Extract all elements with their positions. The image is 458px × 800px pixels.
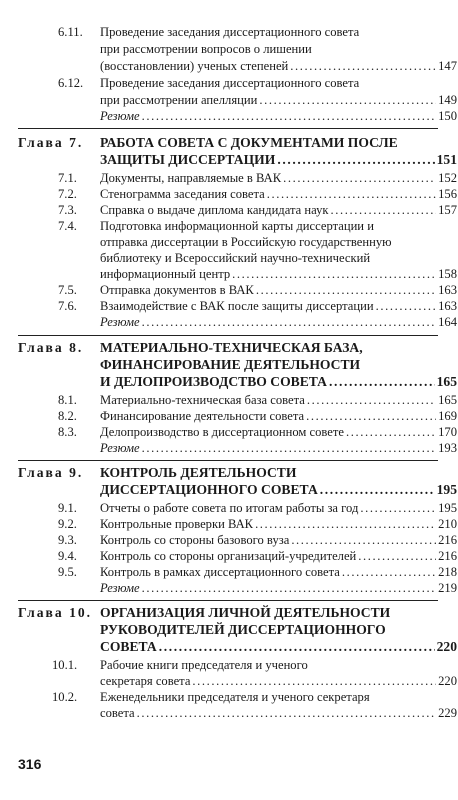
dot-leader [142, 440, 437, 457]
section-number: 10.2. [52, 690, 78, 704]
page-ref: 149 [438, 93, 457, 107]
leader-line [100, 481, 457, 498]
page-ref: 158 [438, 267, 457, 281]
page-ref: 164 [438, 315, 457, 329]
dot-leader [159, 638, 435, 655]
section-title: Контрольные проверки ВАК [100, 517, 254, 531]
page-number: 316 [18, 756, 42, 772]
section-number: 8.1. [58, 393, 77, 407]
section-number: 9.4. [58, 549, 77, 563]
toc-entry-9-3 [100, 532, 457, 549]
section-number: 9.3. [58, 533, 77, 547]
toc-entry-7-5 [100, 282, 457, 299]
section-number: 6.11. [58, 25, 83, 39]
section-title-line: секретаря совета [100, 674, 191, 688]
dot-leader [290, 58, 436, 75]
page-ref: 152 [438, 171, 457, 185]
section-title-line: Подготовка информационной карты диссертации и [100, 219, 374, 233]
dot-leader [306, 408, 436, 425]
section-title: Отправка документов в ВАК [100, 283, 254, 297]
dot-leader [255, 516, 436, 533]
section-title: Контроль в рамках диссертационного совета [100, 565, 340, 579]
dot-leader [283, 170, 436, 187]
page-ref: 163 [438, 299, 457, 313]
section-number: 8.3. [58, 425, 77, 439]
section-title: Делопроизводство в диссертационном совете [100, 425, 344, 439]
toc-entry-9-5 [100, 564, 457, 581]
page-ref: 229 [438, 706, 457, 720]
page-ref: 169 [438, 409, 457, 423]
page-ref: 220 [436, 639, 457, 654]
resume-entry [100, 440, 457, 457]
dot-leader [360, 500, 436, 517]
dot-leader [330, 202, 436, 219]
section-title: Справка о выдаче диплома кандидата наук [100, 203, 329, 217]
dot-leader [192, 673, 436, 690]
toc-entry-7-1 [100, 170, 457, 187]
leader-line [100, 151, 457, 168]
toc-entry-9-2 [100, 516, 457, 533]
page-ref: 218 [438, 565, 457, 579]
section-number: 7.4. [58, 219, 77, 233]
leader-line [100, 92, 457, 109]
section-title: Контроль со стороны базового вуза [100, 533, 290, 547]
leader-line [100, 266, 457, 283]
dot-leader [307, 392, 436, 409]
dot-leader [329, 373, 435, 390]
chapter-divider [18, 460, 438, 461]
section-title: Стенограмма заседания совета [100, 187, 265, 201]
chapter-title-line: ОРГАНИЗАЦИЯ ЛИЧНОЙ ДЕЯТЕЛЬНОСТИ [100, 605, 391, 620]
section-title-line: информационный центр [100, 267, 231, 281]
section-number: 7.6. [58, 299, 77, 313]
page-ref: 157 [438, 203, 457, 217]
toc-entry-7-6 [100, 298, 457, 315]
dot-leader [137, 705, 437, 722]
chapter-label: Глава 8. [18, 340, 84, 355]
toc-entry-9-4 [100, 548, 457, 565]
section-title-line: (восстановлении) ученых степеней [100, 59, 289, 73]
page-ref: 216 [438, 549, 457, 563]
chapter-title-line: ЗАЩИТЫ ДИССЕРТАЦИИ [100, 152, 276, 167]
dot-leader [232, 266, 436, 283]
toc-entry-7-2 [100, 186, 457, 203]
toc-entry-8-3 [100, 424, 457, 441]
chapter-divider [18, 128, 438, 129]
section-title: Материально-техническая база совета [100, 393, 305, 407]
resume-label: Резюме [100, 441, 140, 455]
dot-leader [142, 580, 437, 597]
page-ref: 195 [436, 482, 457, 497]
page-ref: 147 [438, 59, 457, 73]
dot-leader [277, 151, 434, 168]
chapter-title-line: ДИССЕРТАЦИОННОГО СОВЕТА [100, 482, 318, 497]
dot-leader [358, 548, 436, 565]
leader-line [100, 373, 457, 390]
page-ref: 195 [438, 501, 457, 515]
dot-leader [267, 186, 436, 203]
toc-entry-7-3 [100, 202, 457, 219]
section-title-line: Проведение заседания диссертационного совета [100, 25, 360, 39]
section-number: 10.1. [52, 658, 78, 672]
section-number: 6.12. [58, 76, 84, 90]
dot-leader [342, 564, 436, 581]
toc-entry-8-2 [100, 408, 457, 425]
section-number: 9.2. [58, 517, 77, 531]
section-number: 9.1. [58, 501, 77, 515]
section-title: Контроль со стороны организаций-учредителей [100, 549, 357, 563]
toc-entry-9-1 [100, 500, 457, 517]
chapter-title-line: МАТЕРИАЛЬНО-ТЕХНИЧЕСКАЯ БАЗА, [100, 340, 363, 355]
page-ref: 220 [438, 674, 457, 688]
section-title-line: библиотеку и Всероссийский научно-технический [100, 251, 371, 265]
section-title-line: Еженедельники председателя и ученого секретаря [100, 690, 370, 704]
leader-line [100, 705, 457, 722]
page-ref: 163 [438, 283, 457, 297]
section-number: 7.1. [58, 171, 77, 185]
chapter-title-line: КОНТРОЛЬ ДЕЯТЕЛЬНОСТИ [100, 465, 297, 480]
chapter-divider [18, 335, 438, 336]
section-title: Финансирование деятельности совета [100, 409, 305, 423]
section-title-line: Проведение заседания диссертационного совета [100, 76, 360, 90]
dot-leader [142, 314, 437, 331]
page-ref: 219 [438, 581, 457, 595]
section-number: 7.2. [58, 187, 77, 201]
section-title: Взаимодействие с ВАК после защиты диссертации [100, 299, 374, 313]
leader-line [100, 638, 457, 655]
chapter-title-line: И ДЕЛОПРОИЗВОДСТВО СОВЕТА [100, 374, 328, 389]
dot-leader [291, 532, 436, 549]
section-number: 7.5. [58, 283, 77, 297]
chapter-title-line: РУКОВОДИТЕЛЕЙ ДИССЕРТАЦИОННОГО [100, 622, 386, 637]
leader-line [100, 58, 457, 75]
section-title: Документы, направляемые в ВАК [100, 171, 282, 185]
chapter-label: Глава 7. [18, 135, 84, 150]
page-ref: 170 [438, 425, 457, 439]
section-title-line: при рассмотрении апелляции [100, 93, 258, 107]
page-ref: 193 [438, 441, 457, 455]
chapter-label: Глава 10. [18, 605, 93, 620]
section-title-line: отправка диссертации в Российскую государственную [100, 235, 392, 249]
resume-label: Резюме [100, 109, 140, 123]
section-number: 9.5. [58, 565, 77, 579]
page-ref: 165 [436, 374, 457, 389]
page-ref: 150 [438, 109, 457, 123]
chapter-title-line: РАБОТА СОВЕТА С ДОКУМЕНТАМИ ПОСЛЕ [100, 135, 398, 150]
section-number: 7.3. [58, 203, 77, 217]
chapter-divider [18, 600, 438, 601]
resume-entry [100, 314, 457, 331]
page-ref: 216 [438, 533, 457, 547]
page-ref: 156 [438, 187, 457, 201]
resume-entry [100, 580, 457, 597]
page-ref: 210 [438, 517, 457, 531]
chapter-label: Глава 9. [18, 465, 84, 480]
resume-label: Резюме [100, 315, 140, 329]
section-title-line: Рабочие книги председателя и ученого [100, 658, 308, 672]
page-ref: 165 [438, 393, 457, 407]
page-ref: 151 [436, 152, 457, 167]
resume-label: Резюме [100, 581, 140, 595]
dot-leader [376, 298, 437, 315]
chapter-title-line: ФИНАНСИРОВАНИЕ ДЕЯТЕЛЬНОСТИ [100, 357, 361, 372]
section-title-line: совета [100, 706, 135, 720]
section-title: Отчеты о работе совета по итогам работы за год [100, 501, 359, 515]
dot-leader [320, 481, 435, 498]
section-title-line: при рассмотрении вопросов о лишении [100, 42, 312, 56]
section-number: 8.2. [58, 409, 77, 423]
resume-entry [100, 108, 457, 125]
leader-line [100, 673, 457, 690]
dot-leader [346, 424, 436, 441]
toc-entry-8-1 [100, 392, 457, 409]
dot-leader [142, 108, 437, 125]
chapter-title-line: СОВЕТА [100, 639, 157, 654]
dot-leader [256, 282, 436, 299]
dot-leader [259, 92, 436, 109]
